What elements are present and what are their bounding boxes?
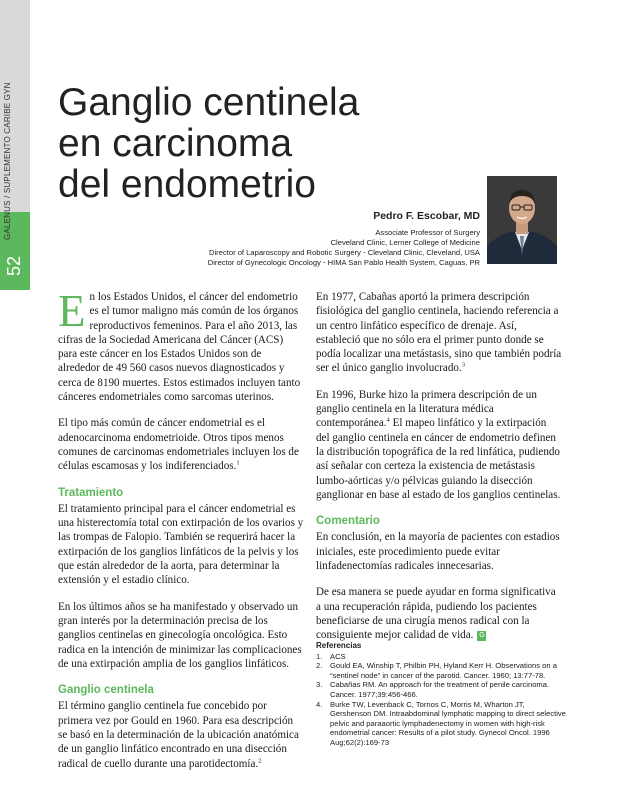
title-line-2: en carcinoma	[58, 122, 293, 165]
paragraph-text: De esa manera se puede ayudar en forma significativa a una recuperación rápida, pudiendo los pacientes beneficiarse de una cirugía menos radical con la consiguiente mejor calidad de vida.	[316, 586, 556, 642]
article-title	[58, 82, 478, 205]
journal-label	[3, 82, 17, 240]
title-line-1: Ganglio centinela	[58, 81, 360, 124]
section-heading-tratamiento: Tratamiento	[58, 486, 124, 499]
citation-superscript: 1	[236, 459, 240, 467]
paragraph-text: El mapeo linfático y la extirpación del ganglio centinela en cáncer de endometrio definen la distribución topográfica de la red linfática, pudiendo así señalar con certeza la existencia de metástasis lumbo-aórticas y/o pélvicas guiando la disección ganglionar en base al estado de los ganglios centinelas.	[316, 417, 561, 501]
paragraph-text: El tipo más común de cáncer endometrial es el adenocarcinoma endometrioide. Otros tipos menos comunes de carcinomas endometriales incluyen los de células escamosas y los indiferenciados.	[58, 417, 299, 473]
reference-item	[316, 652, 566, 662]
reference-number: 4.	[316, 699, 323, 709]
paragraph: En los últimos años se ha manifestado y observado un gran interés por la determinación precisa de los ganglios centinelas en ginecología oncológica. Esto radica en la intención de minimizar las complicaciones de una extirpación amplia de los ganglios linfáticos.	[58, 600, 302, 670]
reference-text: Burke TW, Levenback C, Tornos C, Morris M, Wharton JT, Gershenson DM. Intraabdominal lymphatic mapping to direct selective pelvic and paraaortic lymphadenectomy in women with high-risk endometrial cancer: Results of a pilot study. Gynecol Oncol. 1996 Aug;62(2):169-73	[330, 699, 566, 747]
paragraph	[316, 388, 562, 502]
author-affiliation: Director of Laparoscopy and Robotic Surgery - Cleveland Clinic, Cleveland, USA	[209, 248, 480, 257]
references-title: Referencias	[316, 641, 362, 650]
reference-item	[316, 700, 566, 748]
author-portrait-icon	[487, 176, 557, 264]
paragraph: El tratamiento principal para el cáncer endometrial es una histerectomía total con extirpación de los ovarios y las trompas de Falopio. También se requerirá hacer la extirpación de los ganglios linfáticos de la pelvis y los que están alrededor de la aorta, para determinar la extensión y el estadio clínico.	[58, 502, 304, 587]
paragraph	[58, 286, 304, 404]
reference-number: 1.	[316, 651, 323, 661]
reference-number: 2.	[316, 661, 323, 671]
citation-superscript: 3	[461, 361, 465, 369]
reference-item	[316, 680, 566, 699]
right-column	[316, 290, 562, 655]
citation-superscript: 2	[258, 756, 262, 764]
paragraph: En conclusión, en la mayoría de pacientes con estadios iniciales, este procedimiento puede evitar linfadenectomías radicales innecesarias.	[316, 531, 560, 573]
paragraph-text: En 1977, Cabañas aportó la primera descripción fisiológica del ganglio centinela, haciendo referencia a un centro linfático específico de drenaje. Así, estableció que no sólo era el primer punto donde se podía localizar una metástasis, sino que también podría ser el único ganglio involucrado.	[316, 291, 562, 375]
author-name: Pedro F. Escobar, MD	[373, 210, 480, 222]
paragraph	[316, 585, 562, 642]
paragraph-text: El término ganglio centinela fue concebido por primera vez por Gould en 1960. Para esa descripción se basó en la determinación de la ubicación anatómica de un ganglio linfático encontrado en una disección radical de cuello durante una parotidectomía.	[58, 700, 299, 770]
paragraph	[316, 290, 562, 376]
reference-number: 3.	[316, 680, 323, 690]
section-heading-comentario: Comentario	[316, 515, 380, 528]
journal-label-text: GALENUS / SUPLEMENTO CARIBE GYN	[3, 82, 12, 240]
author-affiliation: Cleveland Clinic, Lerner College of Medicine	[330, 238, 480, 247]
page-number	[2, 248, 28, 278]
portrait-illustration	[487, 176, 557, 264]
paragraph-text: En 1996, Burke hizo la primera descripción de un ganglio centinela en la literatura médica contemporánea.	[316, 388, 537, 430]
paragraph	[58, 416, 304, 473]
left-column	[58, 286, 304, 783]
page-number-text: 52	[4, 255, 24, 276]
paragraph	[58, 699, 304, 770]
reference-text: Cabañas RM. An approach for the treatment of penile carcinoma. Cancer. 1977;39:456-466.	[330, 680, 550, 699]
author-affiliation: Associate Professor of Surgery	[375, 228, 480, 237]
references	[316, 641, 566, 748]
reference-text: ACS	[330, 651, 346, 661]
paragraph-text: n los Estados Unidos, el cáncer del endometrio es el tumor maligno más común de los órganos reproductivos femeninos. Para el año 2013, las cifras de la Sociedad Americana del Cáncer (ACS) para este cáncer en los Estados Unidos son de alrededor de 49 560 casos nuevos diagnosticados y cerca de 8190 muertes. Estos estimados incluyen tanto cánceres endometriales como sarcomas uterinos.	[58, 291, 301, 404]
author-affiliation: Director of Gynecologic Oncology - HIMA San Pablo Health System, Caguas, PR	[207, 258, 480, 267]
citation-superscript: 4	[386, 416, 390, 424]
end-mark-icon: G	[479, 631, 485, 639]
reference-item	[316, 661, 566, 680]
drop-cap: E	[58, 286, 86, 336]
title-line-3: del endometrio	[58, 163, 316, 206]
reference-text: Gould EA, Winship T, Philbin PH, Hyland Kerr H. Observations on a “sentinel node” in cancer of the parotid. Cancer. 1960; 13:77-78.	[330, 661, 557, 680]
author-block	[208, 210, 480, 268]
section-heading-ganglio-centinela: Ganglio centinela	[58, 684, 154, 697]
